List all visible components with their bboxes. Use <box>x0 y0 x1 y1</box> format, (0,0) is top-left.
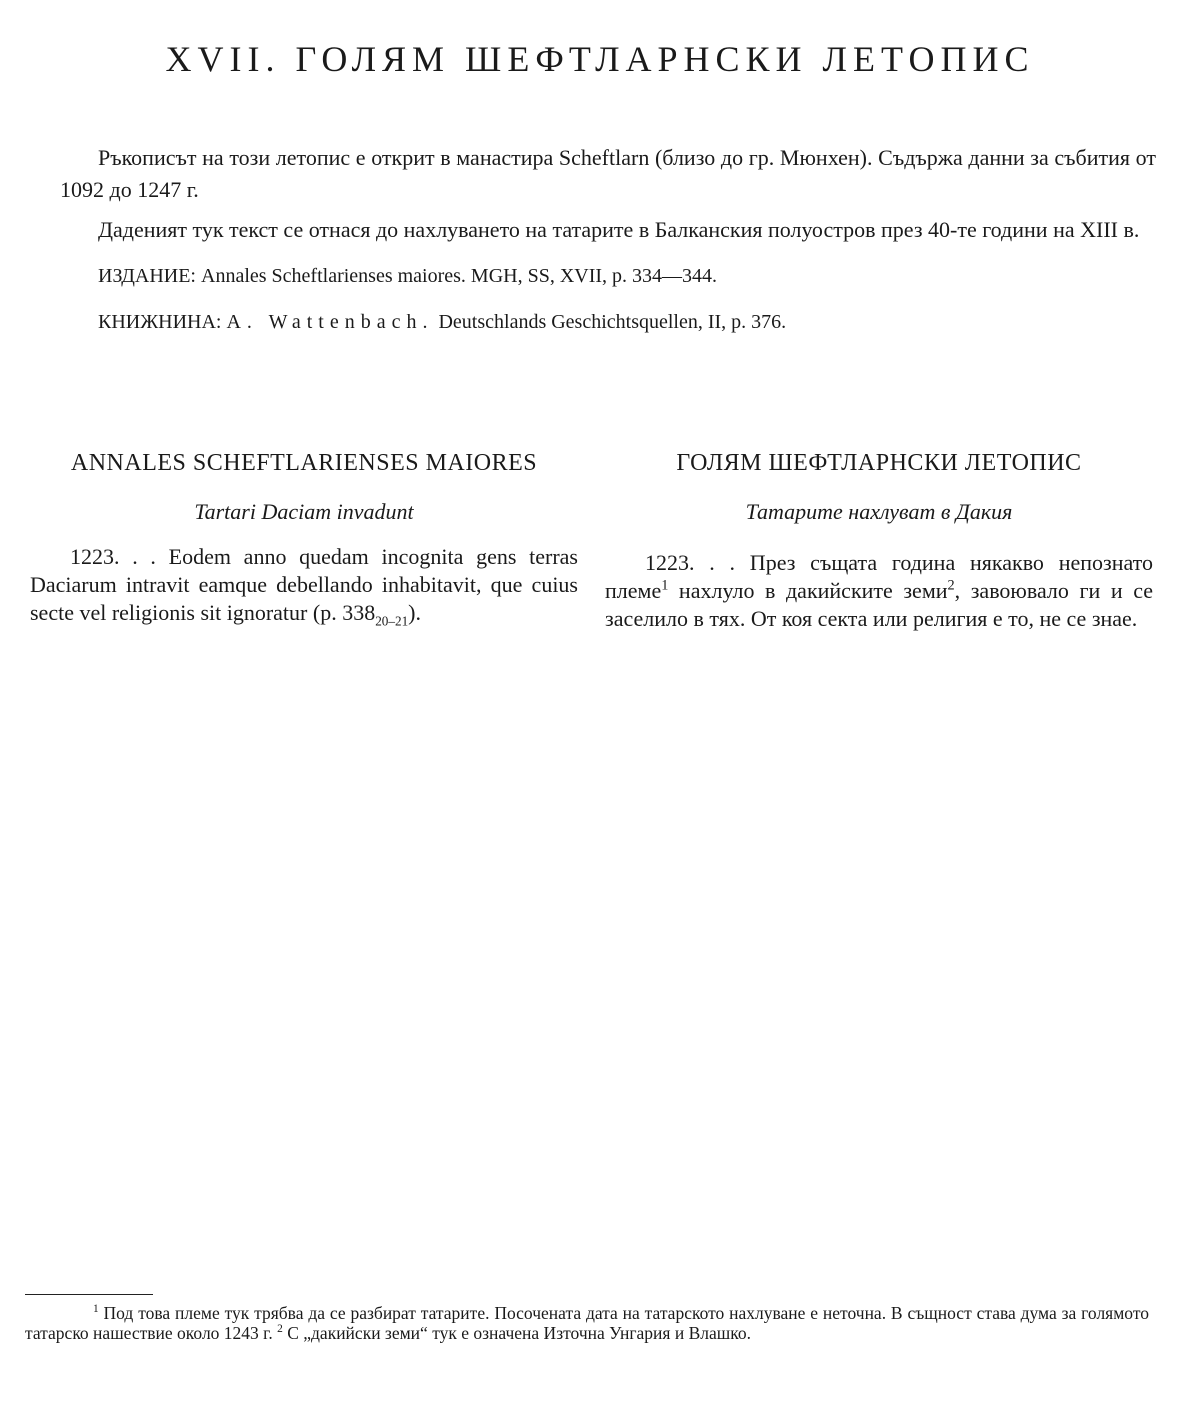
literature-label: КНИЖНИНА: <box>98 311 222 333</box>
bulgarian-heading: ГОЛЯМ ШЕФТЛАРНСКИ ЛЕТОПИС <box>676 450 1082 476</box>
latin-heading: ANNALES SCHEFTLARIENSES MAIORES <box>70 450 538 476</box>
latin-text-end: ). <box>408 600 421 625</box>
intro-paragraph-2: Даденият тук текст се отнася до нахлуването на татарите в Балканския полуостров през 40-те години на XIII в. <box>98 217 1140 242</box>
latin-text-main: 1223. . . Eodem anno quedam incognita gens terras Daciarum intravit eamque debellando inhabitavit, que cuius secte vel religionis sit ignoratur (p. 338 <box>30 544 578 625</box>
footnote-1-text: Под това племе тук трябва да се разбират татарите. Посочената дата на татарското нахлуване е неточна. В същност става дума за голямото татарско нашествие около 1243 г. <box>25 1303 1149 1343</box>
footnote-ref-1[interactable]: 1 <box>661 577 669 594</box>
edition-text: Annales Scheftlarienses maiores. MGH, SS, XVII, p. 334—344. <box>201 265 718 287</box>
literature-text: Deutschlands Geschichtsquellen, II, p. 376. <box>438 311 787 333</box>
intro-paragraph-1: Ръкописът на този летопис е открит в манастира Scheftlarn (близо до гр. Мюнхен). Съдържа данни за събития от 1092 до 1247 г. <box>60 145 1156 202</box>
footnote-1-number: 1 <box>93 1303 99 1316</box>
bulgarian-text-part-3: , завоювало ги и се заселило в тях. От коя секта или религия е то, не се знае. <box>605 578 1153 631</box>
footnote-ref-2[interactable]: 2 <box>947 577 955 594</box>
bulgarian-subheading: Татарите нахлуват в Дакия <box>745 499 1013 524</box>
edition-reference <box>60 260 1156 292</box>
literature-author: A. Wattenbach. <box>226 311 434 333</box>
bulgarian-text-part-2: нахлуло в дакийските земи <box>668 578 948 603</box>
edition-label: ИЗДАНИЕ: <box>98 265 196 287</box>
bulgarian-text-part-1: 1223. . . През същата година някакво непознато племе <box>605 550 1153 603</box>
footnotes <box>25 1303 1149 1343</box>
literature-reference <box>60 306 1156 338</box>
footnote-2-text: С „дакийски земи“ тук е означена Източна Унгария и Влашко. <box>282 1323 751 1343</box>
introduction <box>60 142 1156 338</box>
latin-text <box>30 543 578 627</box>
footnote-2-number: 2 <box>277 1323 283 1336</box>
bulgarian-column <box>605 450 1153 633</box>
page-title: XVII. ГОЛЯМ ШЕФТЛАРНСКИ ЛЕТОПИС <box>165 39 1035 79</box>
latin-subheading: Tartari Daciam invadunt <box>194 499 414 524</box>
latin-page-lines: 20–21 <box>375 613 409 629</box>
latin-column <box>30 450 578 627</box>
footnote-divider <box>25 1294 153 1295</box>
bulgarian-text <box>605 549 1153 633</box>
